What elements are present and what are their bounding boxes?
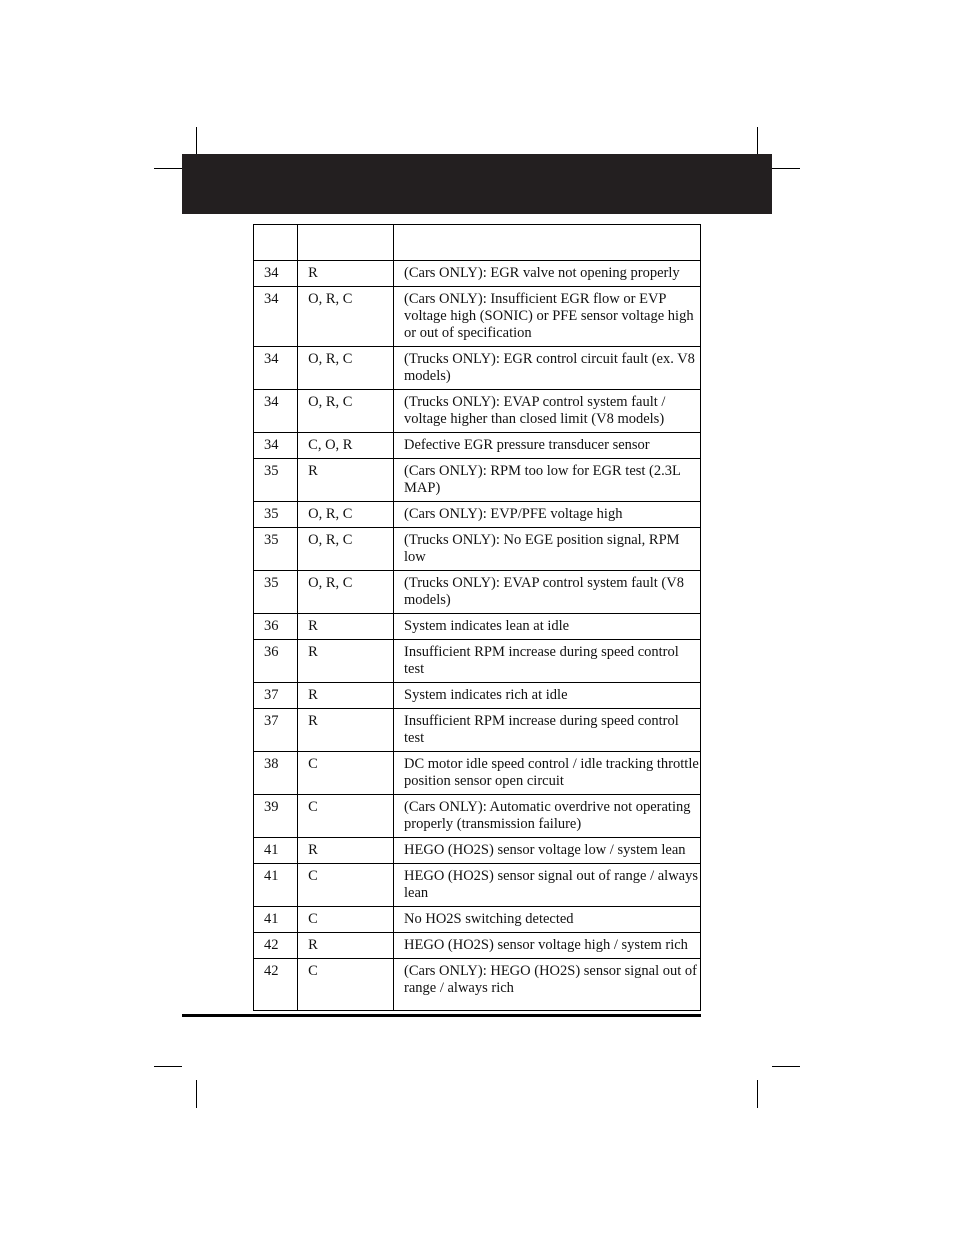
code-cell: 41 — [254, 838, 298, 864]
code-cell: 35 — [254, 502, 298, 528]
description-cell: Insufficient RPM increase during speed control test — [394, 709, 701, 752]
code-cell: 35 — [254, 459, 298, 502]
description-cell: (Cars ONLY): EGR valve not opening properly — [394, 261, 701, 287]
code-cell: 42 — [254, 959, 298, 1011]
code-cell: 34 — [254, 433, 298, 459]
table-row — [254, 640, 701, 683]
table-row — [254, 459, 701, 502]
description-cell: HEGO (HO2S) sensor voltage high / system rich — [394, 933, 701, 959]
description-cell: DC motor idle speed control / idle tracking throttle position sensor open circuit — [394, 752, 701, 795]
test-type-cell: C — [298, 907, 394, 933]
test-type-cell: R — [298, 933, 394, 959]
description-cell: HEGO (HO2S) sensor voltage low / system lean — [394, 838, 701, 864]
code-cell: 41 — [254, 864, 298, 907]
table-row — [254, 528, 701, 571]
table-row — [254, 347, 701, 390]
test-type-cell: O, R, C — [298, 502, 394, 528]
description-cell: (Trucks ONLY): EVAP control system fault (V8 models) — [394, 571, 701, 614]
header-code — [254, 225, 298, 261]
page-header-bar — [182, 154, 772, 214]
test-type-cell: R — [298, 838, 394, 864]
crop-mark-top-left-vertical — [196, 127, 197, 154]
code-cell: 34 — [254, 261, 298, 287]
code-cell: 34 — [254, 347, 298, 390]
code-cell: 37 — [254, 683, 298, 709]
table-row — [254, 261, 701, 287]
code-cell: 36 — [254, 614, 298, 640]
code-cell: 41 — [254, 907, 298, 933]
table-row — [254, 433, 701, 459]
crop-mark-bottom-left-vertical — [196, 1080, 197, 1108]
description-cell: (Trucks ONLY): No EGE position signal, RPM low — [394, 528, 701, 571]
table-row — [254, 502, 701, 528]
trouble-code-table — [253, 224, 701, 1011]
crop-mark-top-right-vertical — [757, 127, 758, 154]
table-row — [254, 571, 701, 614]
test-type-cell: C, O, R — [298, 433, 394, 459]
test-type-cell: R — [298, 261, 394, 287]
code-cell: 36 — [254, 640, 298, 683]
description-cell: Defective EGR pressure transducer sensor — [394, 433, 701, 459]
description-cell: (Trucks ONLY): EGR control circuit fault (ex. V8 models) — [394, 347, 701, 390]
table-row — [254, 933, 701, 959]
test-type-cell: R — [298, 709, 394, 752]
table-row — [254, 752, 701, 795]
code-cell: 42 — [254, 933, 298, 959]
code-cell: 35 — [254, 571, 298, 614]
table-row — [254, 838, 701, 864]
test-type-cell: C — [298, 752, 394, 795]
description-cell: HEGO (HO2S) sensor signal out of range / always lean — [394, 864, 701, 907]
description-cell: (Cars ONLY): Automatic overdrive not operating properly (transmission failure) — [394, 795, 701, 838]
table-row — [254, 683, 701, 709]
test-type-cell: C — [298, 864, 394, 907]
table-row — [254, 614, 701, 640]
code-cell: 38 — [254, 752, 298, 795]
crop-mark-bottom-right-vertical — [757, 1080, 758, 1108]
description-cell: (Cars ONLY): HEGO (HO2S) sensor signal out of range / always rich — [394, 959, 701, 1011]
table-header-row — [254, 225, 701, 261]
test-type-cell: O, R, C — [298, 287, 394, 347]
description-cell: No HO2S switching detected — [394, 907, 701, 933]
test-type-cell: R — [298, 459, 394, 502]
description-cell: (Cars ONLY): RPM too low for EGR test (2.3L MAP) — [394, 459, 701, 502]
header-description — [394, 225, 701, 261]
crop-mark-bottom-left-horizontal — [154, 1066, 182, 1067]
table-row — [254, 907, 701, 933]
crop-mark-bottom-right-horizontal — [772, 1066, 800, 1067]
code-cell: 34 — [254, 287, 298, 347]
table-row — [254, 864, 701, 907]
code-cell: 37 — [254, 709, 298, 752]
description-cell: System indicates lean at idle — [394, 614, 701, 640]
table-row — [254, 959, 701, 1011]
test-type-cell: C — [298, 959, 394, 1011]
test-type-cell: C — [298, 795, 394, 838]
description-cell: (Cars ONLY): EVP/PFE voltage high — [394, 502, 701, 528]
footer-rule — [182, 1014, 701, 1017]
table-row — [254, 709, 701, 752]
code-cell: 39 — [254, 795, 298, 838]
test-type-cell: O, R, C — [298, 528, 394, 571]
description-cell: Insufficient RPM increase during speed control test — [394, 640, 701, 683]
crop-mark-top-right-horizontal — [772, 168, 800, 169]
description-cell: (Trucks ONLY): EVAP control system fault / voltage higher than closed limit (V8 models) — [394, 390, 701, 433]
code-cell: 35 — [254, 528, 298, 571]
test-type-cell: R — [298, 614, 394, 640]
table-row — [254, 287, 701, 347]
test-type-cell: R — [298, 640, 394, 683]
description-cell: (Cars ONLY): Insufficient EGR flow or EVP voltage high (SONIC) or PFE sensor voltage high or out of specification — [394, 287, 701, 347]
crop-mark-top-left-horizontal — [154, 168, 182, 169]
table-row — [254, 390, 701, 433]
test-type-cell: O, R, C — [298, 571, 394, 614]
test-type-cell: O, R, C — [298, 390, 394, 433]
table-row — [254, 795, 701, 838]
description-cell: System indicates rich at idle — [394, 683, 701, 709]
test-type-cell: R — [298, 683, 394, 709]
header-type — [298, 225, 394, 261]
test-type-cell: O, R, C — [298, 347, 394, 390]
code-cell: 34 — [254, 390, 298, 433]
